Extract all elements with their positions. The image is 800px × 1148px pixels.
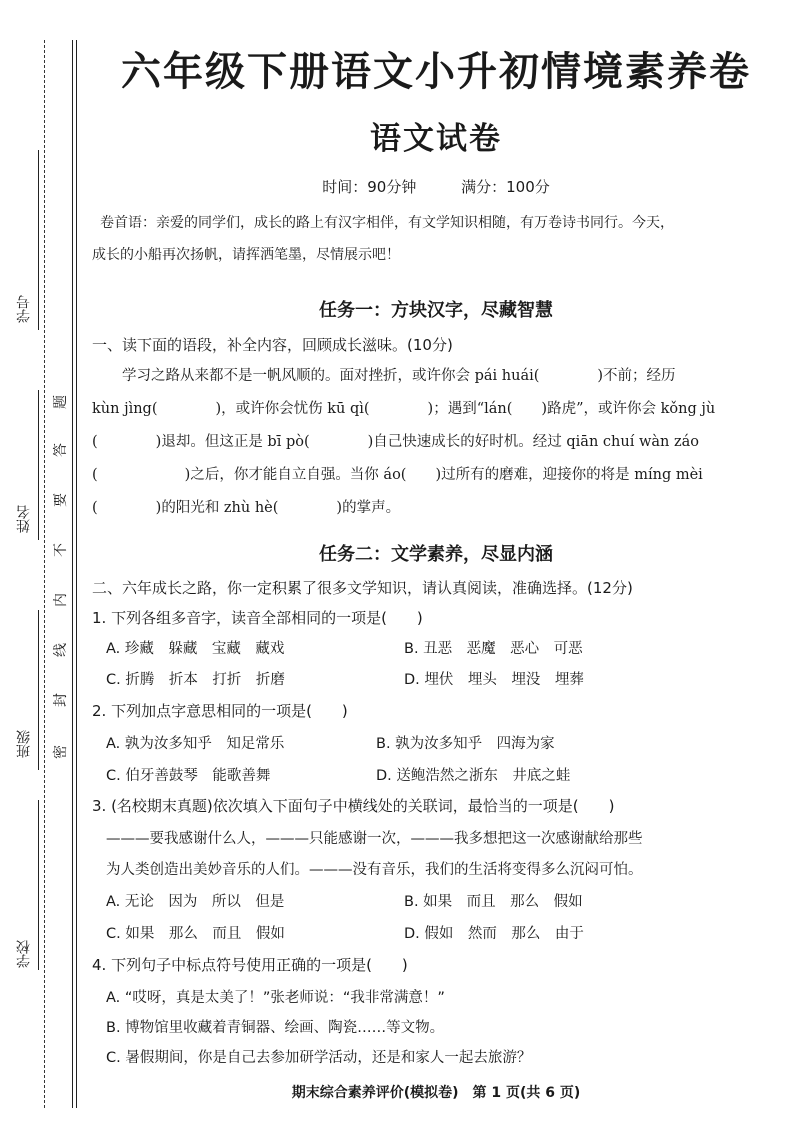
q4-stem: 4. 下列句子中标点符号使用正确的一项是( ) xyxy=(92,956,408,974)
student-id-label: 学号 xyxy=(16,295,32,323)
q1-option-c[interactable]: C. 折腾 折本 打折 折磨 xyxy=(106,672,285,688)
student-id-field[interactable] xyxy=(38,150,39,330)
class-label: 班级 xyxy=(16,730,32,758)
q1-option-a[interactable]: A. 珍藏 躲藏 宝藏 藏戏 xyxy=(106,641,285,657)
q2-option-d[interactable]: D. 送鲍浩然之浙东 井底之蛙 xyxy=(376,768,571,784)
q1-option-b[interactable]: B. 丑恶 恶魔 恶心 可恶 xyxy=(404,641,583,657)
task1-passage-line: kùn jìng( )，或许你会忧伤 kū qì( )；遇到“lán( )路虎”，或许你会 kǒng jù xyxy=(92,401,716,417)
q2-option-c[interactable]: C. 伯牙善鼓琴 能歌善舞 xyxy=(106,768,271,784)
task1-passage-line: ( )的阳光和 zhù hè( )的掌声。 xyxy=(92,500,401,516)
exam-subtitle: 语文试卷 xyxy=(370,121,502,157)
q3-sentence-line-1: ———要我感谢什么人，———只能感谢一次，———我多想把这一次感谢献给那些 xyxy=(106,831,643,847)
margin-line-outer xyxy=(72,40,73,1108)
exam-title: 六年级下册语文小升初情境素养卷 xyxy=(121,49,751,95)
binding-margin xyxy=(0,0,84,1148)
name-label: 姓名 xyxy=(16,505,32,533)
seal-char: 不 xyxy=(53,543,69,557)
task1-title: 任务一：方块汉字，尽藏智慧 xyxy=(319,300,553,321)
q3-option-a[interactable]: A. 无论 因为 所以 但是 xyxy=(106,894,285,910)
q1-option-d[interactable]: D. 埋伏 埋头 埋没 埋葬 xyxy=(404,672,584,688)
q2-option-a[interactable]: A. 孰为汝多知乎 知足常乐 xyxy=(106,736,285,752)
q1-stem: 1. 下列各组多音字，读音全部相同的一项是( ) xyxy=(92,609,423,627)
seal-char: 答 xyxy=(53,443,69,457)
q4-option-b[interactable]: B. 博物馆里收藏着青铜器、绘画、陶瓷……等文物。 xyxy=(106,1020,445,1036)
intro-line-2: 成长的小船再次扬帆，请挥洒笔墨，尽情展示吧！ xyxy=(92,247,400,263)
q3-stem: 3. (名校期末真题)依次填入下面句子中横线处的关联词，最恰当的一项是( ) xyxy=(92,797,615,815)
q2-stem: 2. 下列加点字意思相同的一项是( ) xyxy=(92,702,348,720)
q4-option-c[interactable]: C. 暑假期间，你是自己去参加研学活动，还是和家人一起去旅游？ xyxy=(106,1050,532,1066)
exam-page xyxy=(92,0,780,1148)
task2-question-heading: 二、六年成长之路，你一定积累了很多文学知识，请认真阅读，准确选择。(12分) xyxy=(92,579,633,597)
seal-char: 线 xyxy=(53,643,69,657)
seal-char: 题 xyxy=(53,395,69,409)
exam-meta xyxy=(92,176,780,197)
page-footer: 期末综合素养评价(模拟卷) 第 1 页(共 6 页) xyxy=(291,1085,581,1101)
task1-passage-line: 学习之路从来都不是一帆风顺的。面对挫折，或许你会 pái huái( )不前；经历 xyxy=(122,368,676,384)
task2-title: 任务二：文学素养，尽显内涵 xyxy=(319,544,553,565)
q3-option-b[interactable]: B. 如果 而且 那么 假如 xyxy=(404,894,583,910)
exam-time: 时间：90分钟 xyxy=(322,178,417,196)
q2-option-b[interactable]: B. 孰为汝多知乎 四海为家 xyxy=(376,736,555,752)
school-field[interactable] xyxy=(38,800,39,970)
exam-score: 满分：100分 xyxy=(461,178,550,196)
name-field[interactable] xyxy=(38,390,39,540)
margin-dashed-line xyxy=(44,40,45,1108)
task1-passage-line: ( )之后，你才能自立自强。当你 áo( )过所有的磨难，迎接你的将是 míng mèi xyxy=(92,467,703,483)
seal-char: 要 xyxy=(53,493,69,507)
task1-question-heading: 一、读下面的语段，补全内容，回顾成长滋味。(10分) xyxy=(92,336,453,354)
intro-line-1: 卷首语：亲爱的同学们，成长的路上有汉字相伴，有文学知识相随，有万卷诗书同行。今天， xyxy=(100,215,674,231)
school-label: 学校 xyxy=(16,940,32,968)
q3-option-d[interactable]: D. 假如 然而 那么 由于 xyxy=(404,926,584,942)
seal-char: 封 xyxy=(53,693,69,707)
margin-line-inner xyxy=(76,40,77,1108)
q4-option-a[interactable]: A. “哎呀，真是太美了！”张老师说：“我非常满意！” xyxy=(106,990,445,1006)
class-field[interactable] xyxy=(38,610,39,770)
seal-char: 内 xyxy=(53,593,69,607)
task1-passage-line: ( )退却。但这正是 bī pò( )自己快速成长的好时机。经过 qiān chuí wàn záo xyxy=(92,434,699,450)
q3-sentence-line-2: 为人类创造出美妙音乐的人们。———没有音乐，我们的生活将变得多么沉闷可怕。 xyxy=(106,862,643,878)
q3-option-c[interactable]: C. 如果 那么 而且 假如 xyxy=(106,926,285,942)
seal-char: 密 xyxy=(53,745,69,759)
